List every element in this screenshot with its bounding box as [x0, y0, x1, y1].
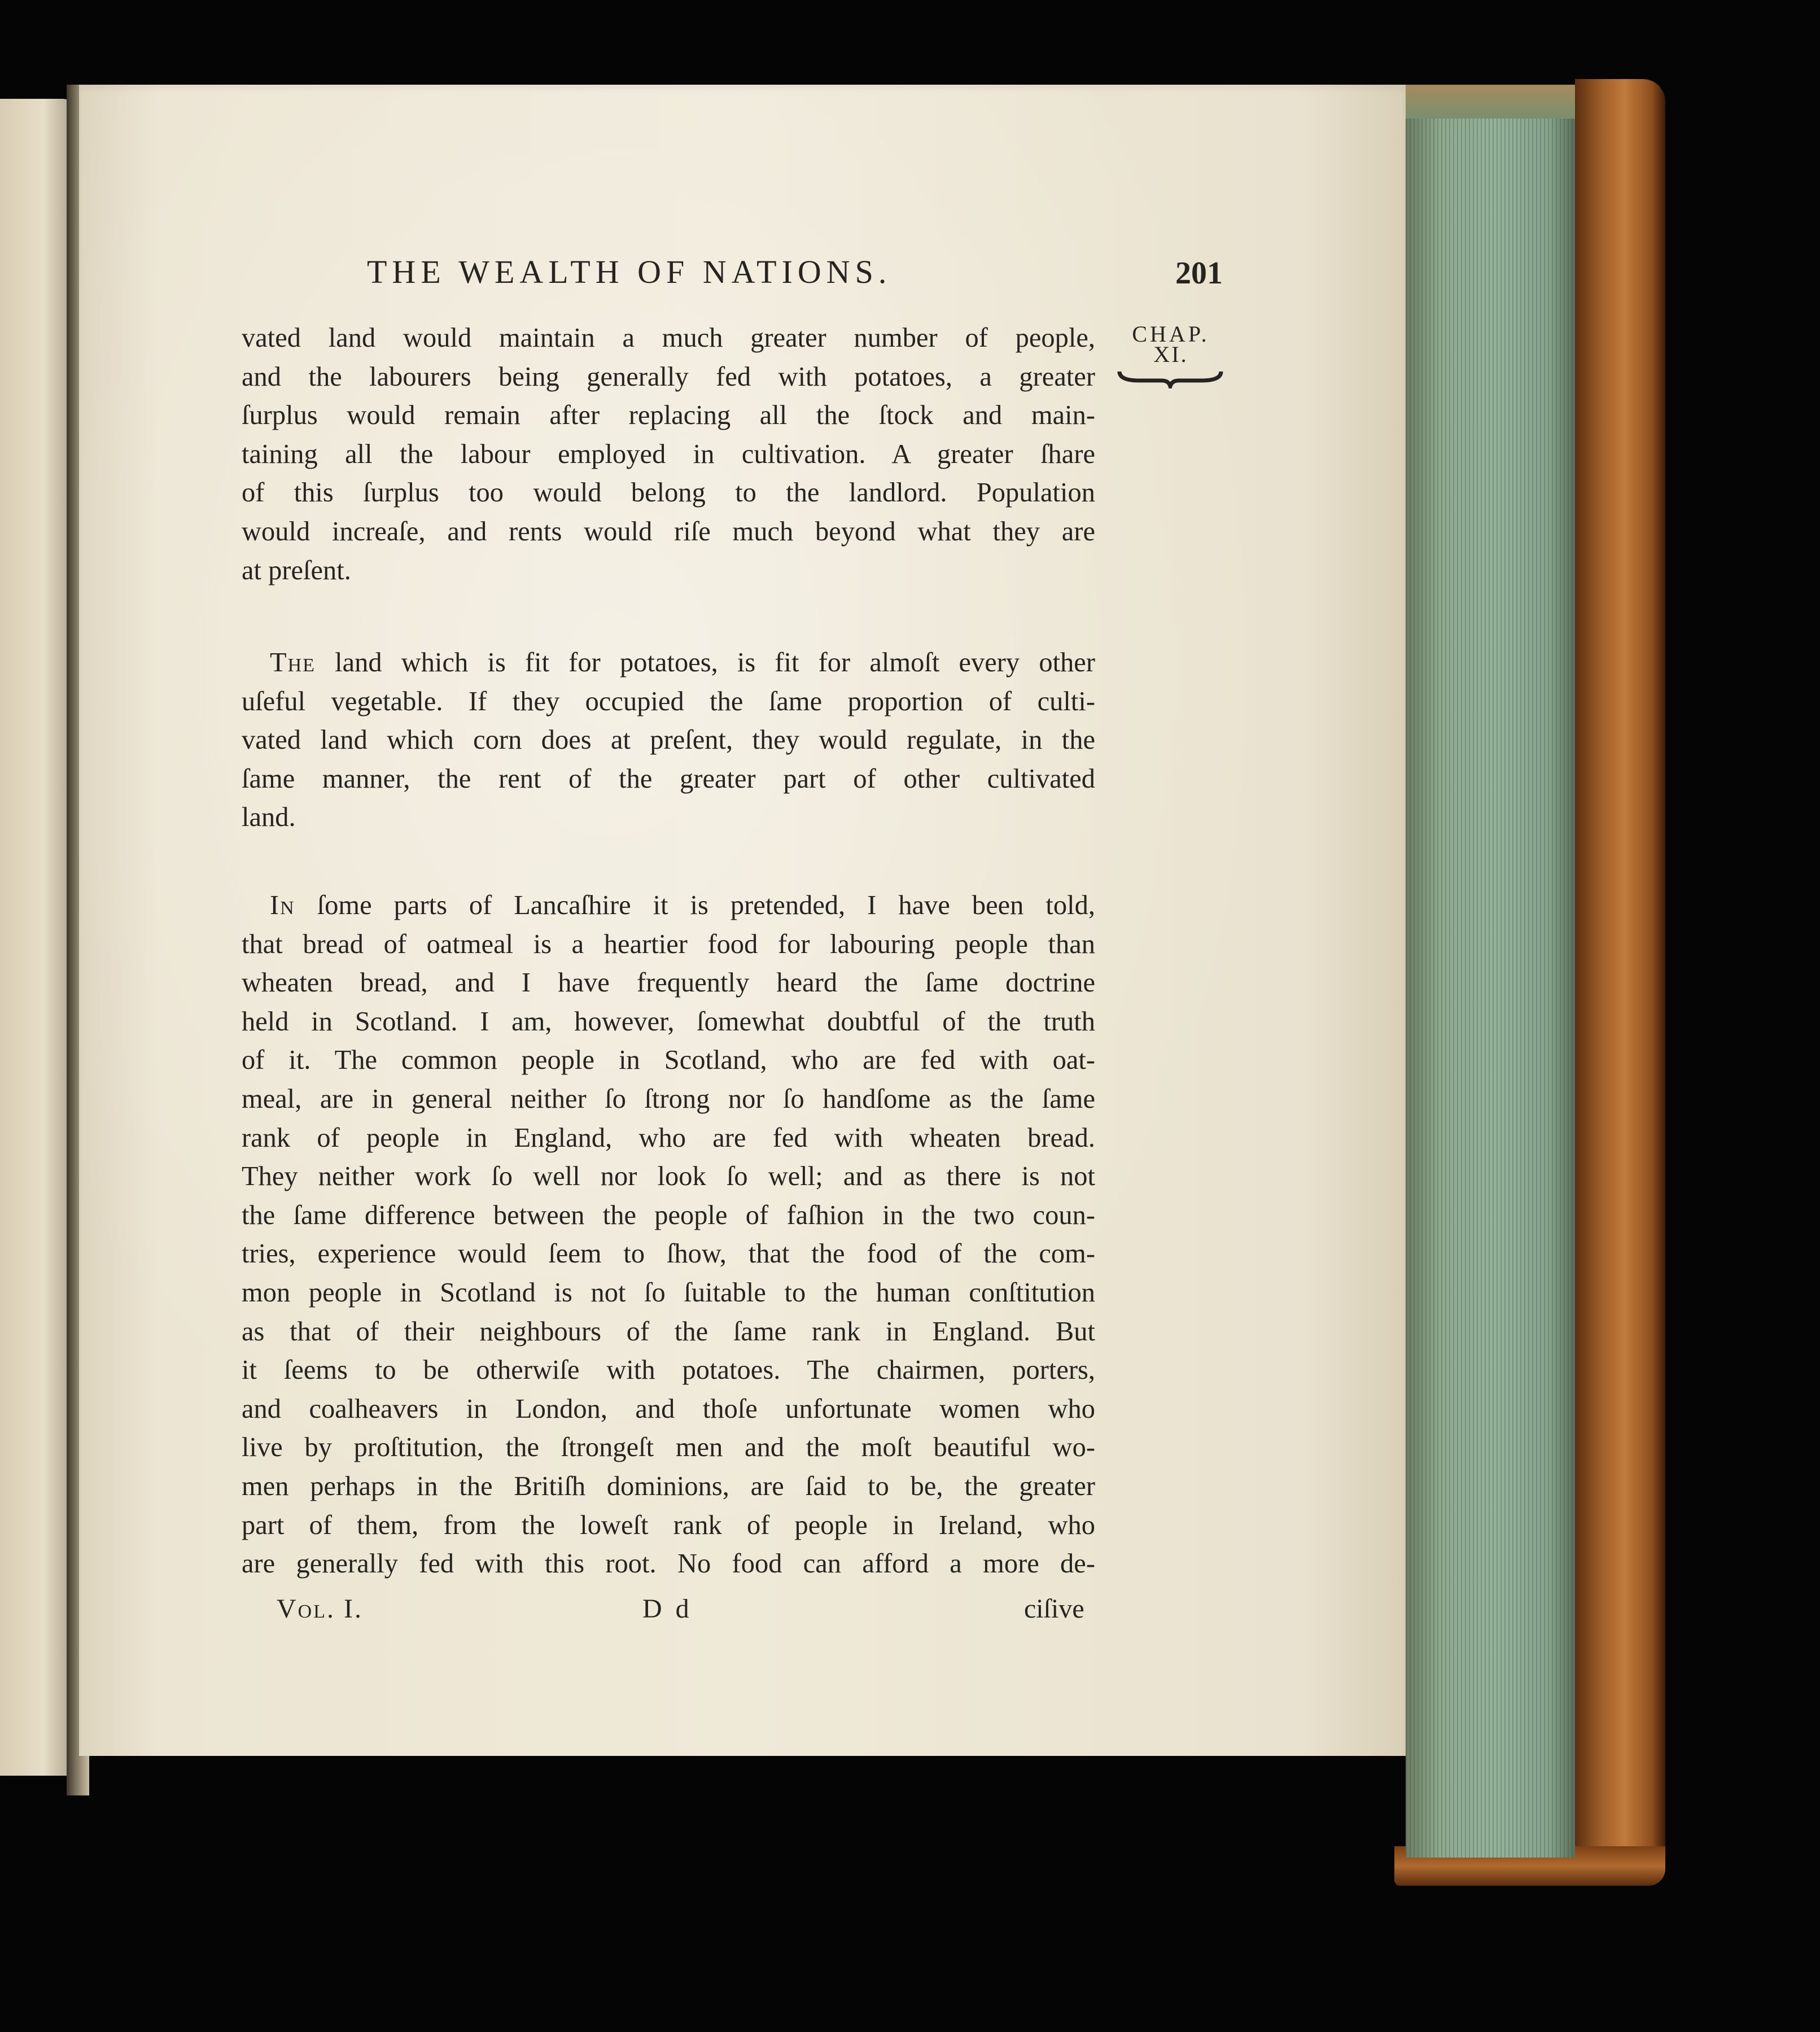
text-line: are generally fed with this root. No food can afford a more de- — [242, 1549, 1095, 1579]
margin-chapter-label: CHAP. — [1132, 321, 1210, 347]
page-number: 201 — [1175, 256, 1223, 291]
text-line: rank of people in England, who are fed with wheaten bread. — [242, 1122, 1095, 1153]
running-head: THE WEALTH OF NATIONS. — [367, 254, 892, 290]
leather-cover — [1575, 79, 1665, 1874]
text-line: wheaten bread, and I have frequently heard the ſame doctrine — [242, 968, 1095, 998]
text-line: uſeful vegetable. If they occupied the ſame proportion of culti- — [242, 686, 1095, 716]
text-line: and coalheavers in London, and thoſe unfortunate women who — [242, 1393, 1095, 1424]
text-line: and the labourers being generally fed with potatoes, a greater — [242, 361, 1095, 392]
text-line: the ſame difference between the people of faſhion in the two coun- — [242, 1200, 1095, 1230]
text-line-rest: ſome parts of Lancaſhire it is pretended, I have been told, — [295, 890, 1095, 920]
text-line: land. — [242, 802, 296, 833]
text-line: They neither work ſo well nor look ſo well; and as there is not — [242, 1161, 1095, 1192]
footer-catchword: ciſive — [1024, 1594, 1084, 1624]
text-line: part of them, from the loweſt rank of people in Ireland, who — [242, 1510, 1095, 1540]
text-line: at preſent. — [242, 555, 351, 585]
lead-word: The — [270, 648, 316, 678]
text-line-first — [242, 644, 1095, 683]
text-line: it ſeems to be otherwiſe with potatoes. The chairmen, porters, — [242, 1355, 1095, 1386]
text-line: vated land which corn does at preſent, they would regulate, in the — [242, 725, 1095, 755]
margin-chapter-number: XI. — [1153, 342, 1188, 367]
text-line: meal, are in general neither ſo ſtrong nor ſo handſome as the ſame — [242, 1083, 1095, 1114]
text-line: as that of their neighbours of the ſame rank in England. But — [242, 1316, 1095, 1347]
text-line: vated land would maintain a much greater number of people, — [242, 323, 1095, 353]
text-line: of it. The common people in Scotland, who are fed with oat- — [242, 1045, 1095, 1076]
text-line: ſurplus would remain after replacing all the ſtock and main- — [242, 400, 1095, 431]
lead-word: In — [270, 890, 295, 920]
text-line-first — [242, 886, 1095, 925]
text-line: would increaſe, and rents would riſe much beyond what they are — [242, 516, 1095, 547]
paragraph-3 — [242, 886, 1095, 1584]
page-fore-edge — [1406, 85, 1575, 1858]
text-line: tries, experience would ſeem to ſhow, that the food of the com- — [242, 1239, 1095, 1269]
text-line: held in Scotland. I am, however, ſomewhat doubtful of the truth — [242, 1006, 1095, 1037]
page-top-edge — [1406, 85, 1575, 119]
text-line: of this ſurplus too would belong to the landlord. Population — [242, 478, 1095, 508]
text-line: men perhaps in the Britiſh dominions, are ſaid to be, the greater — [242, 1471, 1095, 1501]
text-line: mon people in Scotland is not ſo ſuitable to the human conſtitution — [242, 1277, 1095, 1308]
paragraph-2 — [242, 644, 1095, 837]
paragraph-1 — [242, 319, 1095, 590]
text-line: live by proſtitution, the ſtrongeſt men and the moſt beautiful wo- — [242, 1432, 1095, 1463]
brace-ornament-icon — [1117, 366, 1224, 388]
text-line: ſame manner, the rent of the greater part of other cultivated — [242, 763, 1095, 794]
text-line: taining all the labour employed in cultivation. A greater ſhare — [242, 439, 1095, 469]
footer-volume: Vol. I. — [277, 1594, 363, 1624]
text-line-rest: land which is fit for potatoes, is fit for almoſt every other — [315, 648, 1095, 678]
text-line: that bread of oatmeal is a heartier food for labouring people than — [242, 929, 1095, 959]
footer-signature: D d — [642, 1594, 693, 1624]
